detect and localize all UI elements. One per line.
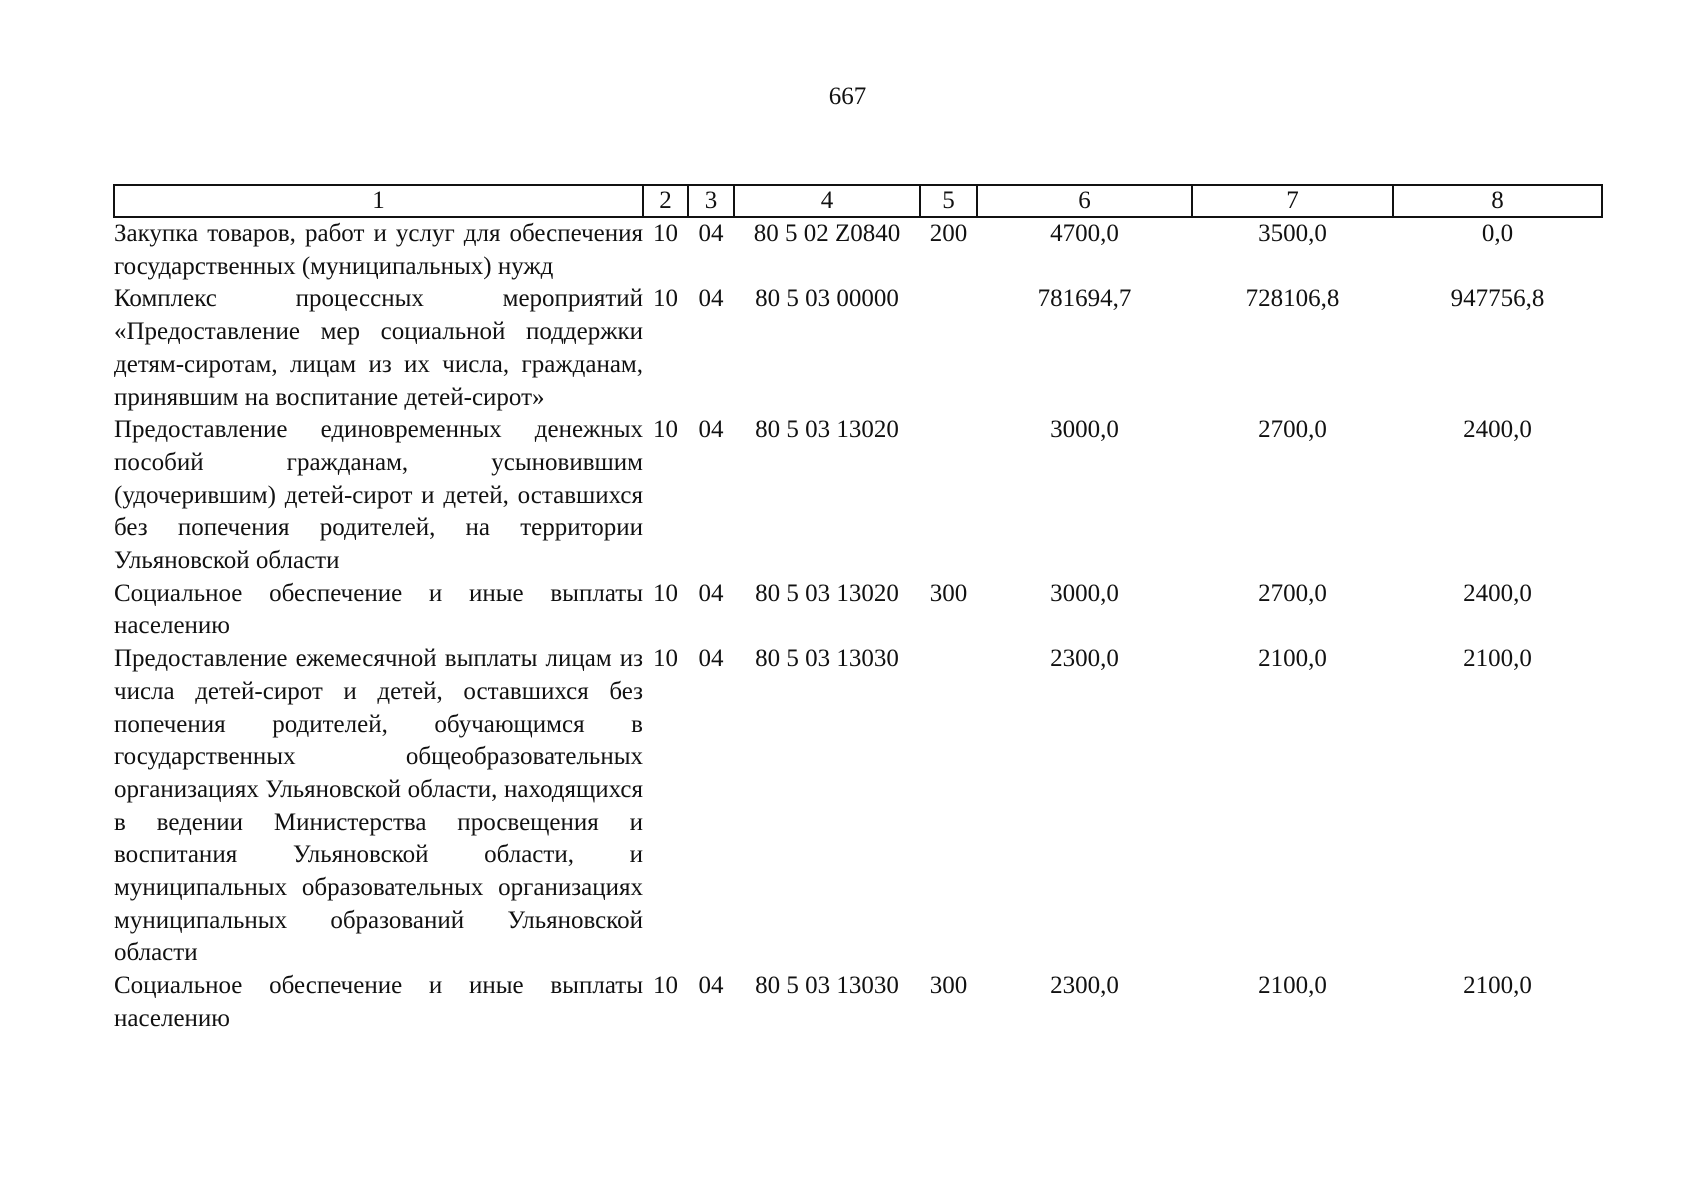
table-header: [114, 185, 1602, 217]
row-amount-col7: 728106,8: [1245, 285, 1340, 313]
row-section: 10: [653, 645, 678, 673]
row-expense-type: 300: [929, 972, 968, 1000]
row-target-code: 80 5 03 13030: [755, 645, 899, 673]
row-amount-col8: 2400,0: [1463, 416, 1532, 444]
row-section: 10: [653, 220, 678, 247]
row-amount-col8: 2400,0: [1463, 579, 1532, 607]
row-subsection: 04: [698, 220, 724, 247]
row-subsection: 04: [698, 579, 724, 607]
row-amount-col7: 2100,0: [1258, 972, 1327, 1000]
row-amount-col6: 781694,7: [1037, 285, 1132, 313]
row-amount-col7: 2100,0: [1258, 645, 1327, 673]
row-amount-col8: 0,0: [1481, 220, 1514, 247]
row-amount-col6: 2300,0: [1050, 972, 1119, 1000]
table-row: [114, 643, 1602, 970]
header-col-8: 8: [1393, 185, 1602, 217]
header-col-4: 4: [734, 185, 920, 217]
row-target-code: 80 5 03 13020: [755, 416, 899, 444]
header-col-2: 2: [643, 185, 688, 217]
row-name: Предоставление единовременных денежных пособий гражданам, усыновившим (удочерившим) детей-сирот и детей, оставшихся без попечения родителей, на территории Ульяновской области: [114, 416, 643, 575]
row-subsection: 04: [698, 285, 724, 313]
row-amount-col8: 947756,8: [1450, 285, 1545, 313]
row-section: 10: [653, 285, 678, 313]
row-amount-col8: 2100,0: [1463, 645, 1532, 673]
row-expense-type: [920, 283, 977, 414]
row-subsection: 04: [698, 972, 724, 1000]
row-amount-col6: 4700,0: [1050, 220, 1119, 247]
row-expense-type: 200: [929, 220, 968, 247]
row-expense-type: 300: [929, 579, 968, 607]
row-subsection: 04: [698, 645, 724, 673]
table-row: [114, 970, 1602, 1035]
table-row: [114, 578, 1602, 643]
header-row: [114, 185, 1602, 217]
header-col-1: 1: [114, 185, 643, 217]
page-number: 667: [828, 83, 867, 110]
header-col-6: 6: [977, 185, 1192, 217]
row-amount-col7: 3500,0: [1258, 220, 1327, 247]
row-amount-col6: 2300,0: [1050, 645, 1119, 673]
table-body: [114, 217, 1602, 1036]
row-name: Комплекс процессных мероприятий «Предоставление мер социальной поддержки детям-сиротам, лицам из их числа, гражданам, принявшим на воспитание детей-сирот»: [114, 285, 643, 411]
row-subsection: 04: [698, 416, 724, 444]
row-target-code: 80 5 03 13020: [755, 579, 899, 607]
row-section: 10: [653, 416, 678, 444]
row-name: Предоставление ежемесячной выплаты лицам из числа детей-сирот и детей, оставшихся без попечения родителей, обучающимся в государственных общеобразовательных организациях Ульяновской области, находящихся в ведении Министерства просвещения и воспитания Ульяновской области, и муниципальных образовательных организациях муниципальных образований Ульяновской области: [114, 645, 643, 967]
budget-table: [113, 184, 1603, 1036]
row-expense-type: [920, 643, 977, 970]
header-col-3: 3: [688, 185, 734, 217]
row-name: Социальное обеспечение и иные выплаты населению: [114, 972, 643, 1032]
row-amount-col6: 3000,0: [1050, 579, 1119, 607]
table-row: [114, 283, 1602, 414]
table-row: [114, 414, 1602, 578]
row-expense-type: [920, 414, 977, 578]
row-section: 10: [653, 579, 678, 607]
row-target-code: 80 5 03 13030: [755, 972, 899, 1000]
row-target-code: 80 5 03 00000: [755, 285, 899, 313]
header-col-5: 5: [920, 185, 977, 217]
table-row: [114, 217, 1602, 283]
row-amount-col7: 2700,0: [1258, 579, 1327, 607]
row-amount-col6: 3000,0: [1050, 416, 1119, 444]
row-amount-col7: 2700,0: [1258, 416, 1327, 444]
row-name: Закупка товаров, работ и услуг для обеспечения государственных (муниципальных) нужд: [114, 220, 643, 280]
row-name: Социальное обеспечение и иные выплаты населению: [114, 579, 643, 640]
row-amount-col8: 2100,0: [1463, 972, 1532, 1000]
row-section: 10: [653, 972, 678, 1000]
header-col-7: 7: [1192, 185, 1393, 217]
row-target-code: 80 5 02 Z0840: [753, 220, 901, 247]
